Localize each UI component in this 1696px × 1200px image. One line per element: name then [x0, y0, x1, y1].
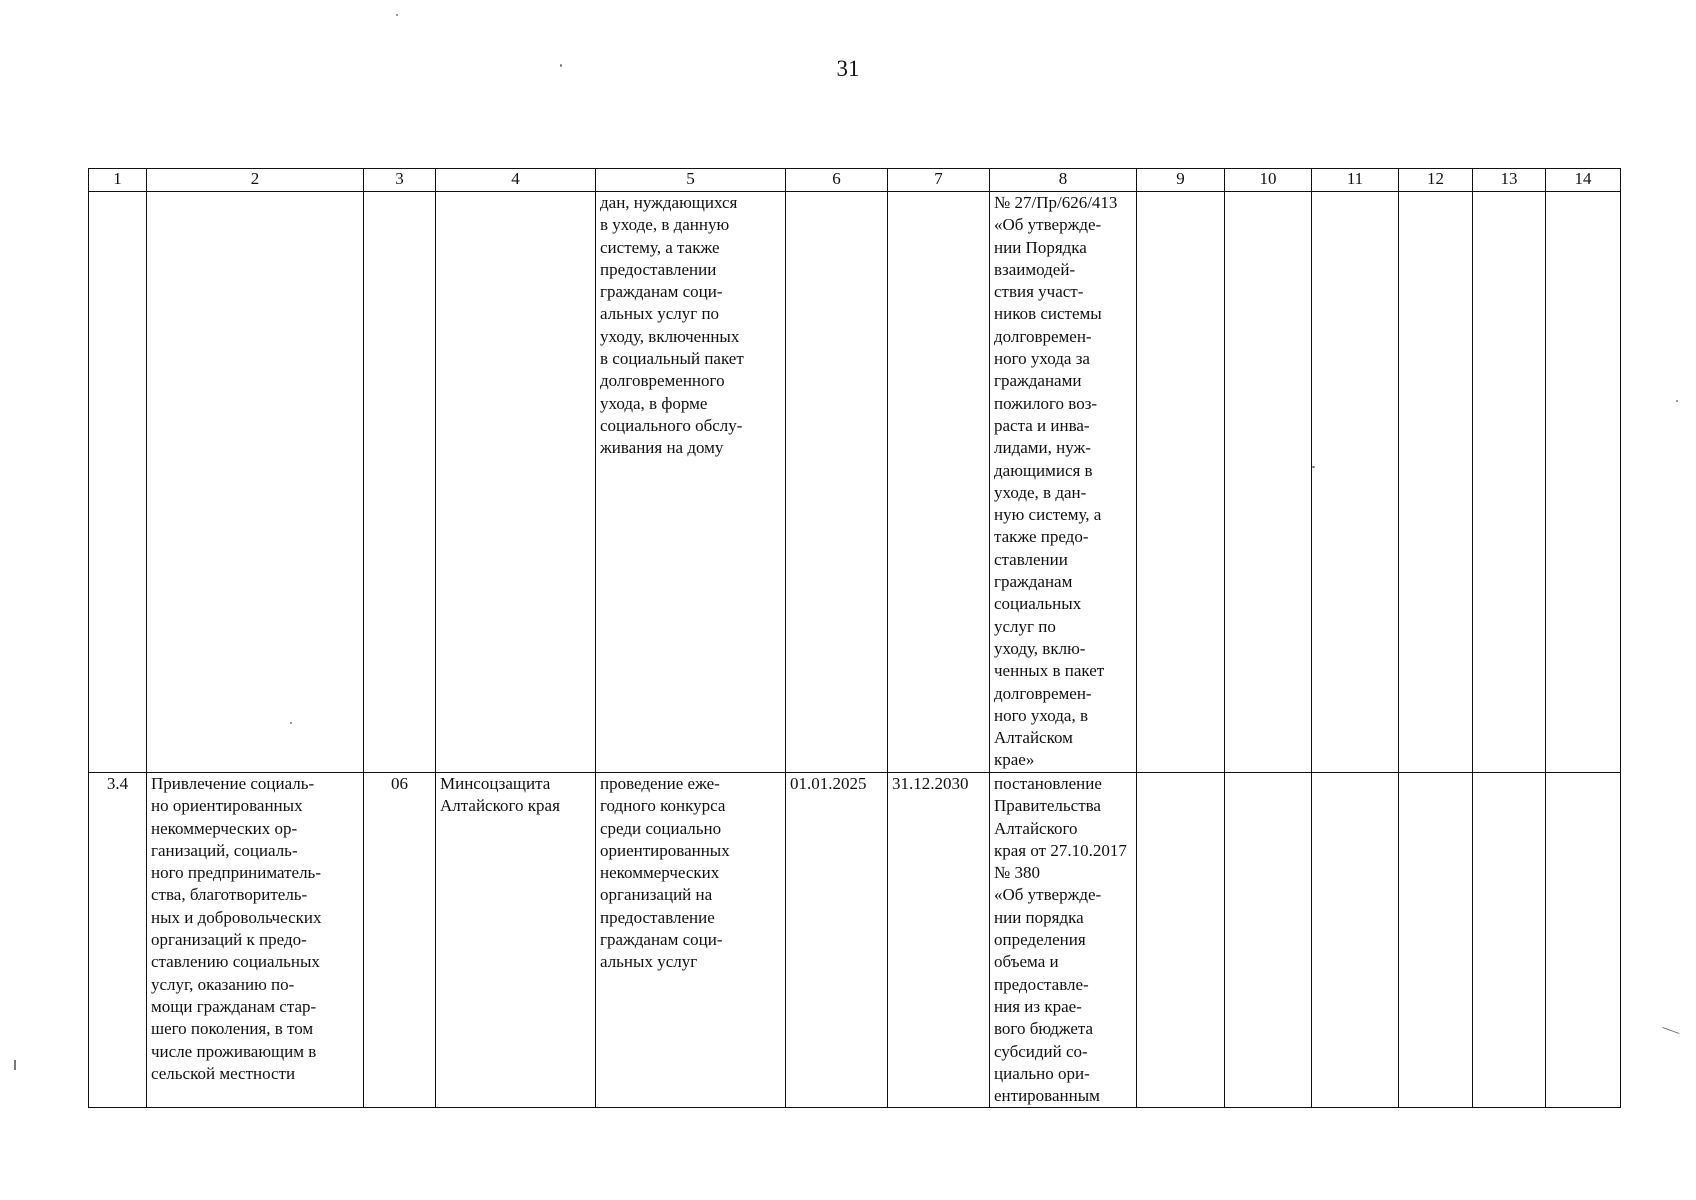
start-date-cell [786, 192, 888, 773]
column-header: 7 [888, 169, 990, 192]
page-number: 31 [836, 56, 860, 81]
column-header: 4 [436, 169, 596, 192]
empty-cell [1225, 192, 1312, 773]
table-row [89, 773, 1621, 1108]
content-cell: дан, нуждающихся в уходе, в данную систему, а также предоставлении гражданам соци- альных услуг по уходу, включенных в социальный пакет долговременного ухода, в форме социального обслу- живания на дому [596, 192, 786, 773]
end-date-cell [888, 192, 990, 773]
column-header: 2 [147, 169, 364, 192]
legal-basis-cell: постановление Правительства Алтайского края от 27.10.2017 № 380 «Об утвержде- нии порядка определения объема и предоставле- ния из крае- вого бюджета субсидий со- циально ори- ентированным [990, 773, 1137, 1108]
column-header: 9 [1137, 169, 1225, 192]
column-header: 12 [1399, 169, 1473, 192]
column-header: 5 [596, 169, 786, 192]
column-header: 6 [786, 169, 888, 192]
empty-cell [1546, 192, 1621, 773]
legal-basis-cell: № 27/Пр/626/413 «Об утвержде- нии Порядка взаимодей- ствия участ- ников системы долговремен- ного ухода за гражданами пожилого воз- раста и инва- лидами, нуж- дающимися в уходе, в дан- ную систему, а также предо- ставлении гражданам социальных услуг по уходу, вклю- ченных в пакет долговремен- ного ухода, в Алтайском крае» [990, 192, 1137, 773]
scan-speck [1676, 400, 1678, 402]
column-header: 3 [364, 169, 436, 192]
table-row [89, 192, 1621, 773]
empty-cell [1137, 773, 1225, 1108]
start-date-cell: 01.01.2025 [786, 773, 888, 1108]
content-cell: проведение еже- годного конкурса среди социально ориентированных некоммерческих организаций на предоставление гражданам соци- альных услуг [596, 773, 786, 1108]
empty-cell [1473, 773, 1546, 1108]
empty-cell [1312, 192, 1399, 773]
code-cell [364, 192, 436, 773]
row-number-cell [89, 192, 147, 773]
empty-cell [1137, 192, 1225, 773]
empty-cell [1473, 192, 1546, 773]
column-header: 10 [1225, 169, 1312, 192]
executor-cell: Минсоцзащита Алтайского края [436, 773, 596, 1108]
measure-name-cell [147, 192, 364, 773]
measure-name-cell: Привлечение социаль- но ориентированных некоммерческих ор- ганизаций, социаль- ного предприниматель- ства, благотворитель- ных и добровольческих организаций к предо- ставлению социальных услуг, оказанию по- мощи гражданам стар- шего поколения, в том числе проживающим в сельской местности [147, 773, 364, 1108]
column-header: 14 [1546, 169, 1621, 192]
empty-cell [1312, 773, 1399, 1108]
scan-speck [290, 722, 292, 724]
column-header: 13 [1473, 169, 1546, 192]
column-header: 11 [1312, 169, 1399, 192]
empty-cell [1399, 773, 1473, 1108]
scan-speck [14, 1060, 16, 1070]
scan-speck [1312, 466, 1315, 468]
empty-cell [1546, 773, 1621, 1108]
column-header: 1 [89, 169, 147, 192]
executor-cell [436, 192, 596, 773]
scan-speck [1662, 1027, 1679, 1034]
column-number-row [89, 169, 1621, 192]
empty-cell [1399, 192, 1473, 773]
scan-speck [560, 64, 562, 67]
scan-speck [396, 14, 398, 16]
code-cell: 06 [364, 773, 436, 1108]
program-table [88, 168, 1621, 1108]
end-date-cell: 31.12.2030 [888, 773, 990, 1108]
column-header: 8 [990, 169, 1137, 192]
empty-cell [1225, 773, 1312, 1108]
row-number-cell: 3.4 [89, 773, 147, 1108]
